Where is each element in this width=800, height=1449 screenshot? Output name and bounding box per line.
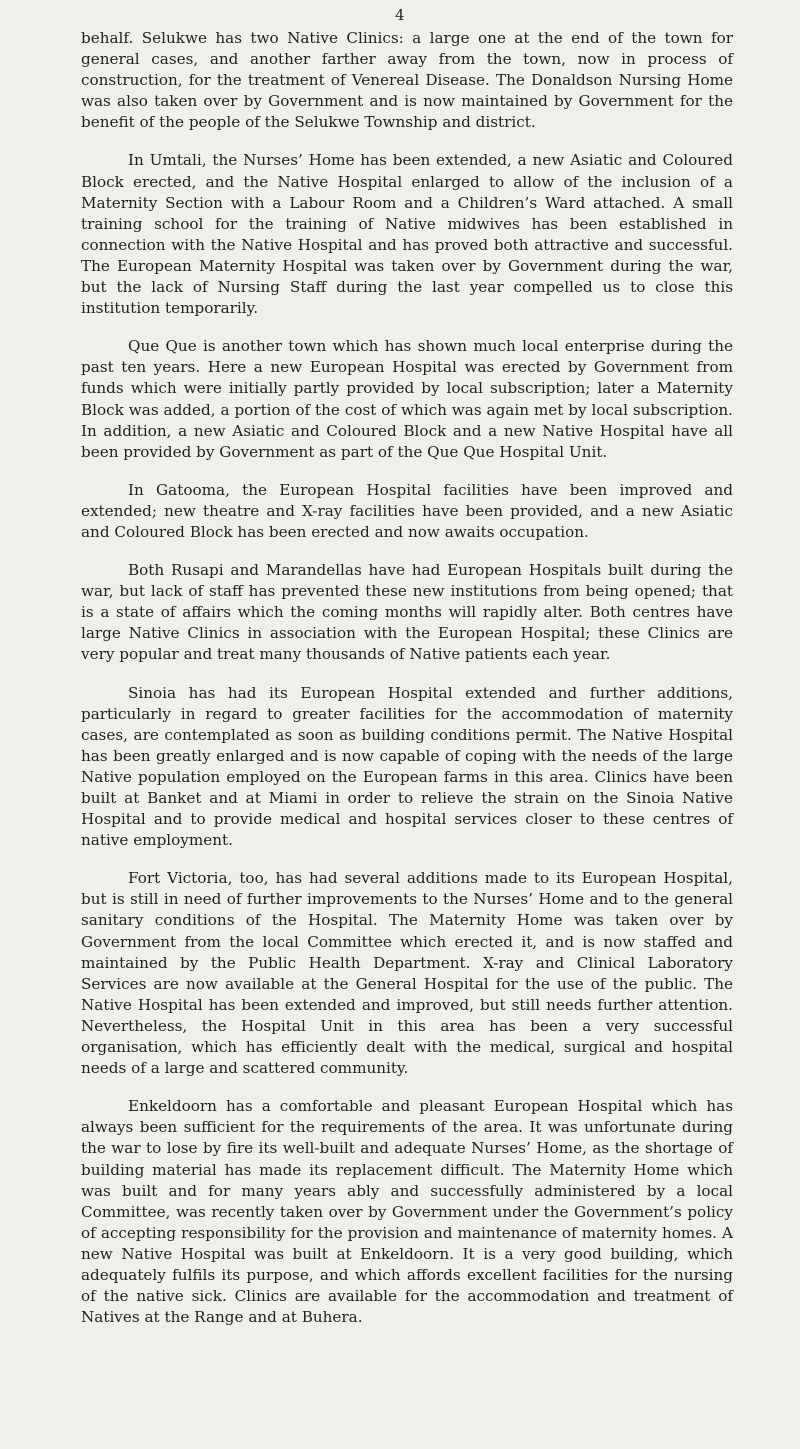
paragraph-que-que: Que Que is another town which has shown much local enterprise during the past ten years. Here a new European Hospital was erected by Government from funds which were initially partly provided by local subscription; later a Maternity Block was added, a portion of the cost of which was again met by local subscription. In addition, a new Asiatic and Coloured Block and a new Native Hospital have all been provided by Government as part of the Que Que Hospital Unit.: [81, 337, 733, 461]
paragraph-gatooma: In Gatooma, the European Hospital facilities have been improved and extended; new theatre and X-ray facilities have been provided, and a new Asiatic and Coloured Block has been erected and now awaits occupation.: [81, 480, 733, 541]
paragraph-rusapi-marandellas: Both Rusapi and Marandellas have had European Hospitals built during the war, but lack of staff has prevented these new institutions from being opened; that is a state of affairs which the coming months will rapidly alter. Both centres have large Native Clinics in association with the European Hospital; these Clinics are very popular and treat many thousands of Native patients each year.: [81, 561, 733, 664]
page-number: 4: [394, 6, 406, 24]
paragraph-enkeldoorn: Enkeldoorn has a comfortable and pleasant European Hospital which has always been sufficient for the requirements of the area. It was unfortunate during the war to lose by fire its well-built and adequate Nurses’ Home, as the shortage of building material has made its replacement difficult. The Maternity Home which was built and for many years ably and successfully administered by a local Committee, was recently taken over by Government under the Government’s policy of accepting responsibility for the provision and maintenance of maternity homes. A new Native Hospital was built at Enkeldoorn. It is a very good building, which adequately fulfils its purpose, and which affords excellent facilities for the nursing of the native sick. Clinics are available for the accommodation and treatment of Natives at the Range and at Buhera.: [81, 1097, 733, 1327]
paragraph-fort-victoria: Fort Victoria, too, has had several additions made to its European Hospital, but is still in need of further improvements to the Nurses’ Home and to the general sanitary conditions of the Hospital. The Maternity Home was taken over by Government from the local Committee which erected it, and is now staffed and maintained by the Public Health Department. X-ray and Clinical Laboratory Services are now available at the General Hospital for the use of the public. The Native Hospital has been extended and improved, but still needs further attention. Nevertheless, the Hospital Unit in this area has been a very successful organisation, which has efficiently dealt with the medical, surgical and hospital needs of a large and scattered community.: [81, 869, 733, 1078]
document-body: [81, 28, 733, 1328]
paragraph-sinoia: Sinoia has had its European Hospital extended and further additions, particularly in regard to greater facilities for the accommodation of maternity cases, are contemplated as soon as building conditions permit. The Native Hospital has been greatly enlarged and is now capable of coping with the needs of the large Native population employed on the European farms in this area. Clinics have been built at Banket and at Miami in order to relieve the strain on the Sinoia Native Hospital and to provide medical and hospital services closer to these centres of native employment.: [81, 683, 733, 850]
paragraph-umtali: In Umtali, the Nurses’ Home has been extended, a new Asiatic and Coloured Block erected, and the Native Hospital enlarged to allow of the inclusion of a Maternity Section with a Labour Room and a Children’s Ward attached. A small training school for the training of Native midwives has been established in connection with the Native Hospital and has proved both attractive and successful. The European Maternity Hospital was taken over by Government during the war, but the lack of Nursing Staff during the last year compelled us to close this institution temporarily.: [81, 151, 733, 318]
paragraph-selukwe: behalf. Selukwe has two Native Clinics: a large one at the end of the town for general cases, and another farther away from the town, now in process of construction, for the treatment of Venereal Disease. The Donaldson Nursing Home was also taken over by Government and is now maintained by Government for the benefit of the people of the Selukwe Township and district.: [81, 29, 733, 132]
